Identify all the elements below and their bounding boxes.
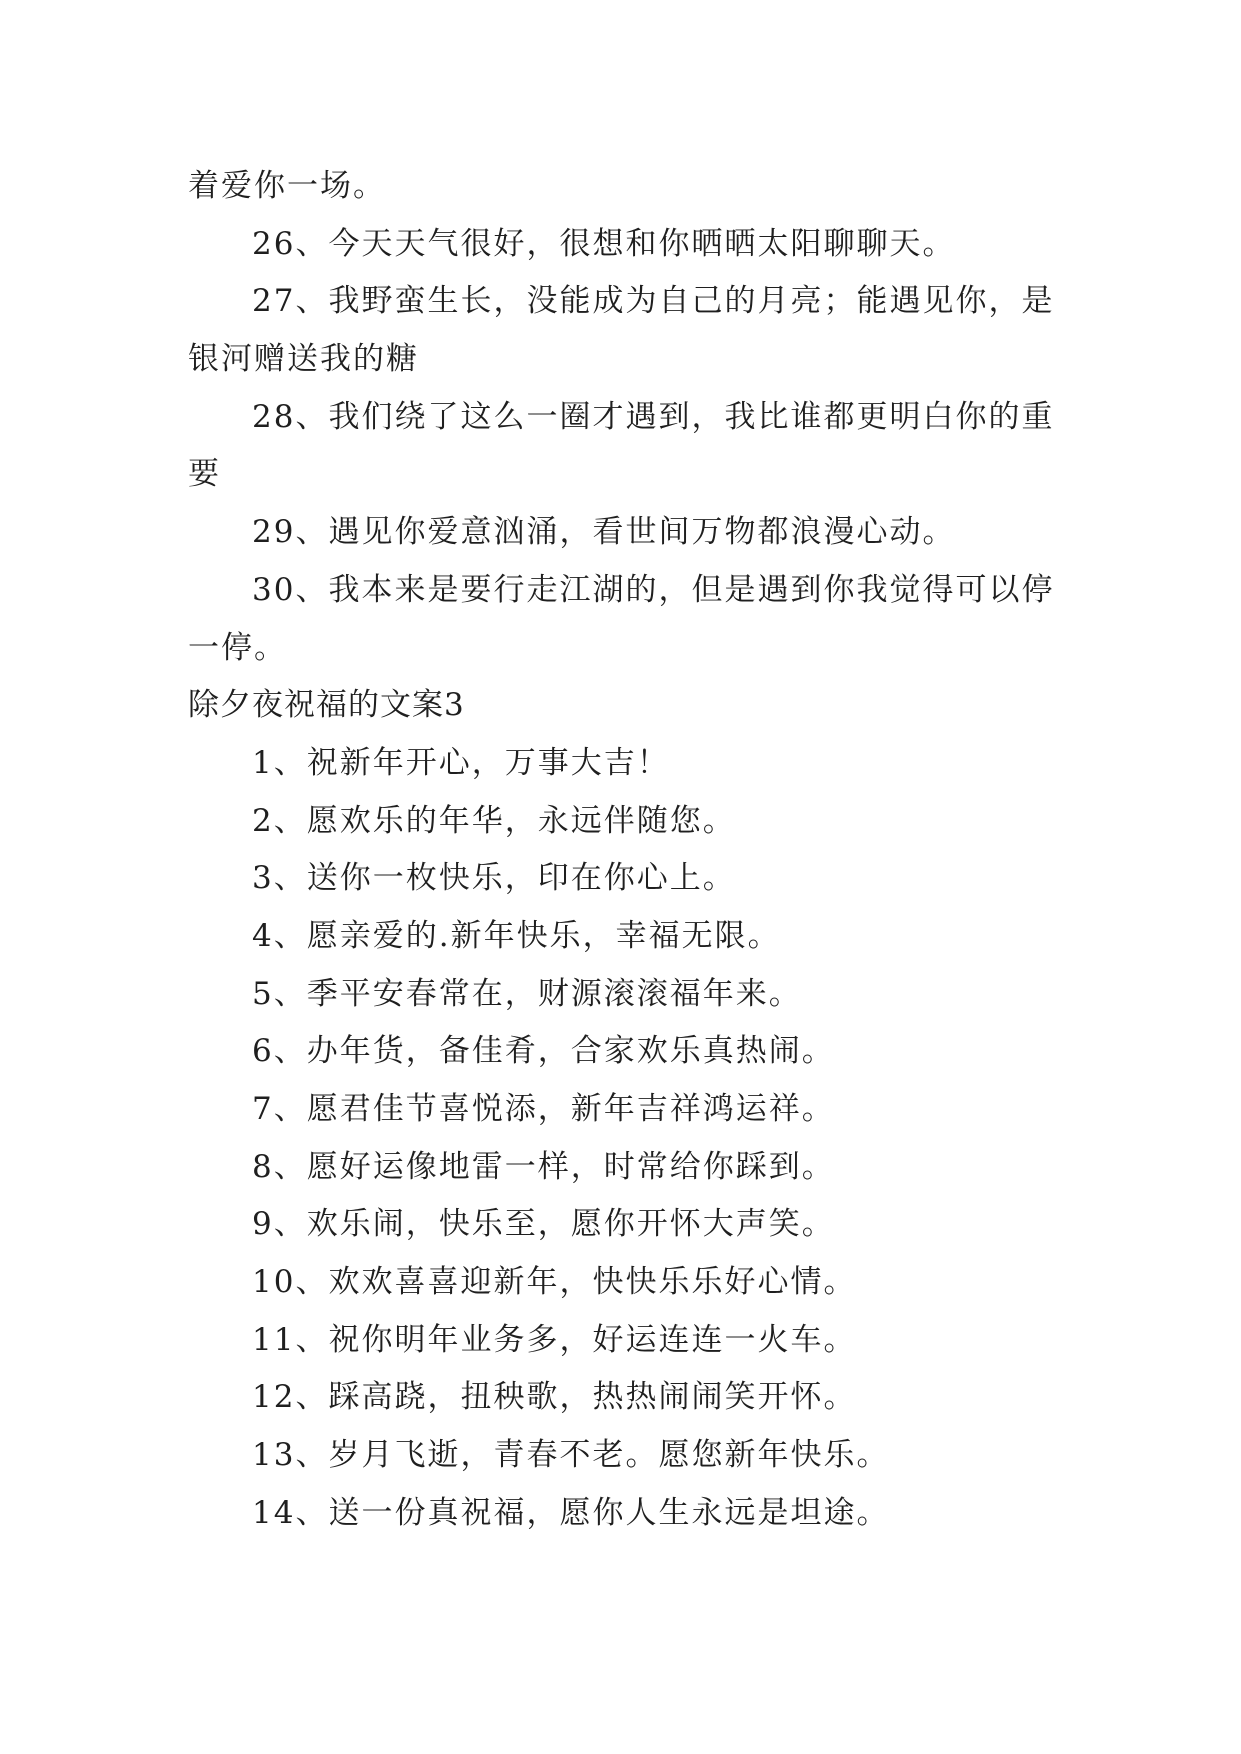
wish-item-12: 12、踩高跷，扭秧歌，热热闹闹笑开怀。: [252, 1379, 857, 1416]
wish-item-30: 30、我本来是要行走江湖的，但是遇到你我觉得可以停: [252, 571, 1055, 608]
wish-item-6: 6、办年货，备佳肴，合家欢乐真热闹。: [252, 1033, 835, 1070]
wish-item-13: 13、岁月飞逝，青春不老。愿您新年快乐。: [252, 1437, 890, 1474]
wish-item-11: 11、祝你明年业务多，好运连连一火车。: [252, 1321, 857, 1358]
wish-item-27: 27、我野蛮生长，没能成为自己的月亮；能遇见你，是: [252, 283, 1055, 320]
text-line-continuation: 着爱你一场。: [188, 168, 386, 204]
wish-item-7: 7、愿君佳节喜悦添，新年吉祥鸿运祥。: [252, 1091, 835, 1127]
wish-item-28-continuation: 要: [188, 456, 221, 493]
wish-item-5: 5、季平安春常在，财源滚滚福年来。: [252, 975, 802, 1012]
wish-item-30-continuation: 一停。: [188, 629, 287, 666]
wish-item-8: 8、愿好运像地雷一样，时常给你踩到。: [252, 1148, 835, 1185]
wish-item-14: 14、送一份真祝福，愿你人生永远是坦途。: [252, 1494, 890, 1531]
wish-item-4: 4、愿亲爱的.新年快乐，幸福无限。: [252, 917, 781, 954]
wish-item-2: 2、愿欢乐的年华，永远伴随您。: [252, 802, 736, 839]
document-body: [188, 158, 1055, 1543]
wish-item-9: 9、欢乐闹，快乐至，愿你开怀大声笑。: [252, 1206, 835, 1243]
section-heading: 除夕夜祝福的文案3: [188, 687, 465, 724]
wish-item-3: 3、送你一枚快乐，印在你心上。: [252, 860, 736, 897]
wish-item-26: 26、今天天气很好，很想和你晒晒太阳聊聊天。: [252, 225, 956, 262]
wish-item-28: 28、我们绕了这么一圈才遇到，我比谁都更明白你的重: [252, 398, 1055, 435]
wish-item-10: 10、欢欢喜喜迎新年，快快乐乐好心情。: [252, 1264, 857, 1301]
wish-item-1: 1、祝新年开心，万事大吉！: [252, 744, 670, 781]
wish-item-27-continuation: 银河赠送我的糖: [188, 341, 419, 378]
wish-item-29: 29、遇见你爱意汹涌，看世间万物都浪漫心动。: [252, 514, 956, 551]
